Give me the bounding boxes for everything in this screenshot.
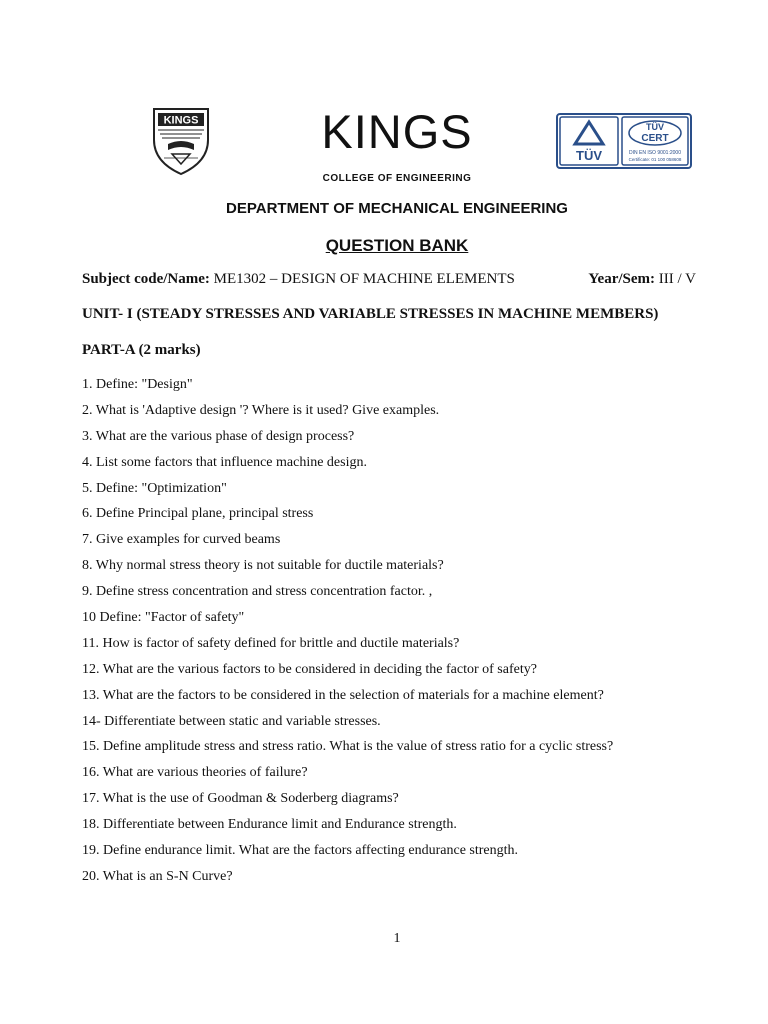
question-item: 1. Define: "Design" (82, 377, 193, 392)
question-item: 6. Define Principal plane, principal stress (82, 506, 314, 522)
question-item: 12. What are the various factors to be considered in deciding the factor of safety? (82, 661, 537, 677)
question-item: 14- Differentiate between static and variable stresses. (82, 713, 381, 729)
question-item: 5. Define: "Optimization" (82, 480, 227, 496)
page-header (0, 0, 768, 200)
college-crest-logo (150, 106, 212, 176)
subject-label: Subject code/Name: (82, 271, 210, 287)
year-sem-label: Year/Sem: (588, 271, 656, 287)
college-logo-subtitle: COLLEGE OF ENGINEERING (322, 173, 472, 184)
question-item: 20. What is an S-N Curve? (82, 868, 233, 884)
subject-info (82, 271, 515, 288)
tuv-iso-text: DIN EN ISO 9001:2000 (629, 150, 681, 156)
crest-text: KINGS (163, 114, 199, 127)
tuv-certificate-number: Certificate: 01 100 058608 (628, 157, 682, 162)
tuv-certification-logo (556, 113, 692, 169)
year-sem-value: III / V (655, 271, 696, 287)
document-title: QUESTION BANK (325, 236, 469, 255)
question-list (82, 375, 722, 893)
question-item: 16. What are various theories of failure? (82, 765, 308, 781)
college-logo-text: KINGS (321, 105, 473, 158)
year-sem-info (588, 271, 696, 288)
question-item: 9. Define stress concentration and stress concentration factor. , (82, 584, 433, 600)
question-item: 3. What are the various phase of design process? (82, 428, 355, 444)
question-item: 4. List some factors that influence machine design. (82, 454, 367, 470)
question-item: 17. What is the use of Goodman & Soderberg diagrams? (82, 791, 399, 807)
question-item: 10 Define: "Factor of safety" (82, 610, 245, 626)
tuv-right-text: TÜV (646, 122, 664, 132)
question-item: 19. Define endurance limit. What are the factors affecting endurance strength. (82, 843, 519, 859)
subject-line (82, 271, 696, 291)
question-item: 8. Why normal stress theory is not suitable for ductile materials? (82, 558, 444, 574)
question-item: 7. Give examples for curved beams (82, 532, 281, 548)
question-item: 2. What is 'Adaptive design '? Where is it used? Give examples. (82, 402, 440, 418)
tuv-left-text: TÜV (576, 148, 602, 163)
department-title: DEPARTMENT OF MECHANICAL ENGINEERING (226, 200, 568, 217)
page-number: 1 (393, 931, 401, 946)
question-item: 15. Define amplitude stress and stress ratio. What is the value of stress ratio for a cyclic stress? (82, 739, 614, 755)
question-item: 18. Differentiate between Endurance limit and Endurance strength. (82, 817, 457, 833)
question-item: 11. How is factor of safety defined for brittle and ductile materials? (82, 635, 460, 651)
part-title: PART-A (2 marks) (82, 342, 201, 358)
subject-value: ME1302 – DESIGN OF MACHINE ELEMENTS (209, 271, 515, 287)
unit-title: UNIT- I (STEADY STRESSES AND VARIABLE STRESSES IN MACHINE MEMBERS) (82, 306, 659, 322)
tuv-cert-text: CERT (641, 133, 669, 144)
question-item: 13. What are the factors to be considered in the selection of materials for a machine element? (82, 687, 604, 703)
